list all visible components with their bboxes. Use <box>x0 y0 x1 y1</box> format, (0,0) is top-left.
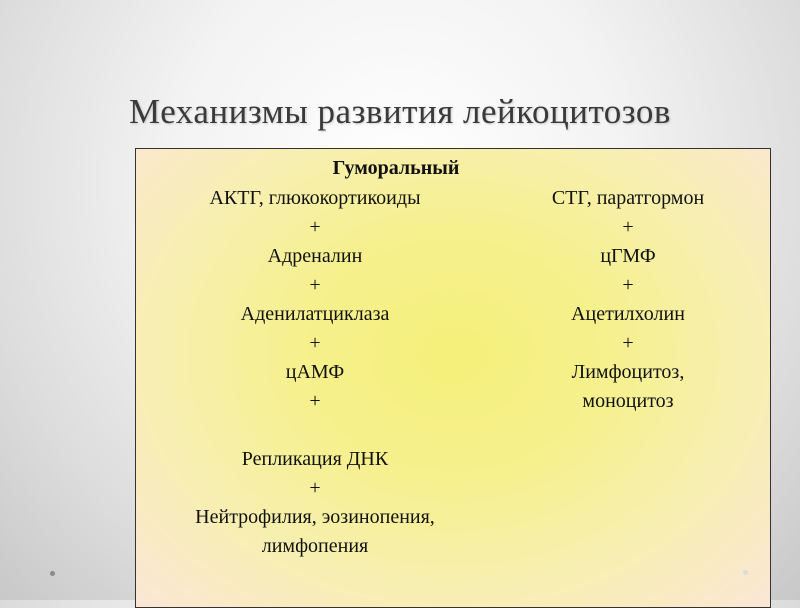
left-line: Адреналин <box>267 245 363 267</box>
left-line-spacer <box>140 416 490 445</box>
right-line: Лимфоцитоз, <box>571 361 685 383</box>
left-line: АКТГ, глюкокортикоиды <box>209 187 421 209</box>
right-line: цГМФ <box>600 245 656 267</box>
left-line: + <box>309 274 321 296</box>
left-line: Аденилатциклаза <box>240 303 390 325</box>
left-line: лимфопения <box>261 535 369 557</box>
right-line: моноцитоз <box>582 390 674 412</box>
slide-title: Механизмы развития лейкоцитозов <box>129 92 671 131</box>
left-line: Нейтрофилия, эозинопения, <box>195 506 435 528</box>
left-line: цАМФ <box>285 361 345 383</box>
bullet-dot-icon <box>50 571 55 576</box>
box-heading: Гуморальный <box>332 157 460 179</box>
left-line: + <box>309 390 321 412</box>
left-column <box>140 184 490 561</box>
right-line: + <box>622 332 634 354</box>
right-line: Ацетилхолин <box>571 303 685 325</box>
bullet-dot-icon <box>743 570 748 575</box>
right-line: + <box>622 274 634 296</box>
right-line: СТГ, паратгормон <box>551 187 705 209</box>
left-line: Репликация ДНК <box>241 448 389 470</box>
left-line: + <box>309 477 321 499</box>
left-line: + <box>309 332 321 354</box>
right-line: + <box>622 216 634 238</box>
left-line: + <box>309 216 321 238</box>
right-column <box>508 184 748 416</box>
